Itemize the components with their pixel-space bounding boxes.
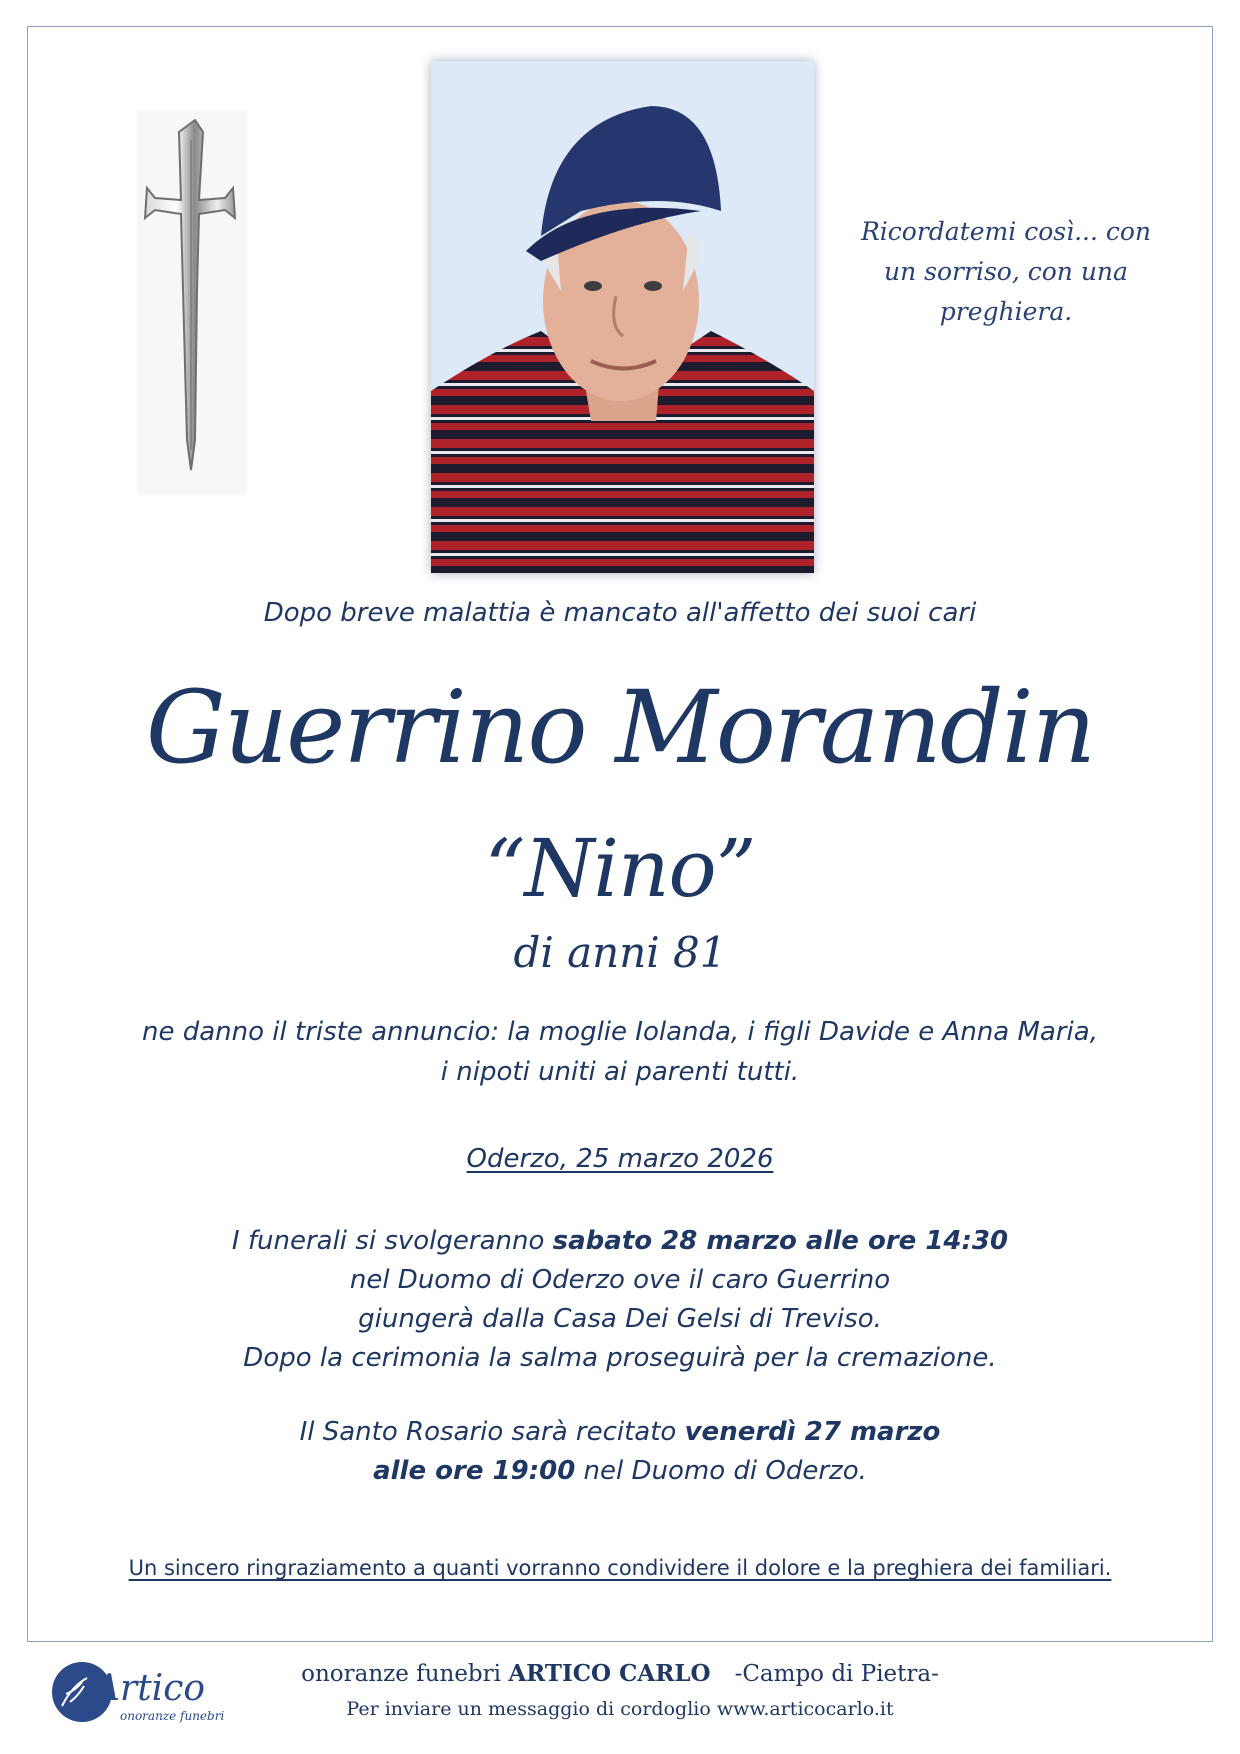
logo-subtext: onoranze funebri [120,1709,225,1723]
funeral-line: Dopo la cerimonia la salma proseguirà per la cremazione. [243,1343,997,1373]
quote-line: un sorriso, con una [884,257,1128,286]
quote-line: preghiera. [939,297,1073,326]
funeral-home-prefix: onoranze funebri [301,1661,509,1687]
rosary-details [0,1413,1240,1491]
announcement [0,1012,1240,1092]
intro-text: Dopo breve malattia è mancato all'affetto dei suoi cari [263,598,977,628]
funeral-datetime: sabato 28 marzo alle ore 14:30 [552,1226,1009,1256]
quote-line: Ricordatemi così... con [860,217,1152,246]
rosary-line [0,1452,1240,1491]
thanks-note: Un sincero ringraziamento a quanti vorranno condividere il dolore e la preghiera dei familiari. [128,1556,1112,1580]
announcement-line: ne danno il triste annuncio: la moglie Iolanda, i figli Davide e Anna Maria, [142,1017,1098,1047]
memorial-quote [848,212,1164,332]
funeral-line: giungerà dalla Casa Dei Gelsi di Treviso. [358,1304,882,1334]
funeral-line [0,1222,1240,1261]
deceased-age: di anni 81 [513,928,727,977]
condolence-message-line: Per inviare un messaggio di cordoglio www.articocarlo.it [346,1698,894,1720]
rosary-time: alle ore 19:00 [373,1456,576,1486]
rosary-date: venerdì 27 marzo [684,1417,941,1447]
funeral-details [0,1222,1240,1378]
funeral-line-prefix: I funerali si svolgeranno [231,1226,553,1256]
rosary-line [0,1413,1240,1452]
cross-icon [137,110,247,495]
place-date: Oderzo, 25 marzo 2026 [466,1144,774,1174]
deceased-name: Guerrino Morandin [145,669,1095,786]
logo-text: Artico [94,1668,206,1709]
rosary-line-prefix: Il Santo Rosario sarà recitato [299,1417,685,1447]
portrait-photo [431,61,814,573]
funeral-line: nel Duomo di Oderzo ove il caro Guerrino [349,1265,891,1295]
funeral-home-location: -Campo di Pietra- [734,1661,939,1687]
announcement-line: i nipoti uniti ai parenti tutti. [440,1057,800,1087]
rosary-line-suffix: nel Duomo di Oderzo. [575,1456,867,1486]
funeral-home-brand: ARTICO CARLO [508,1660,711,1687]
funeral-home-line [0,1660,1240,1687]
deceased-nickname: “Nino” [484,822,756,915]
